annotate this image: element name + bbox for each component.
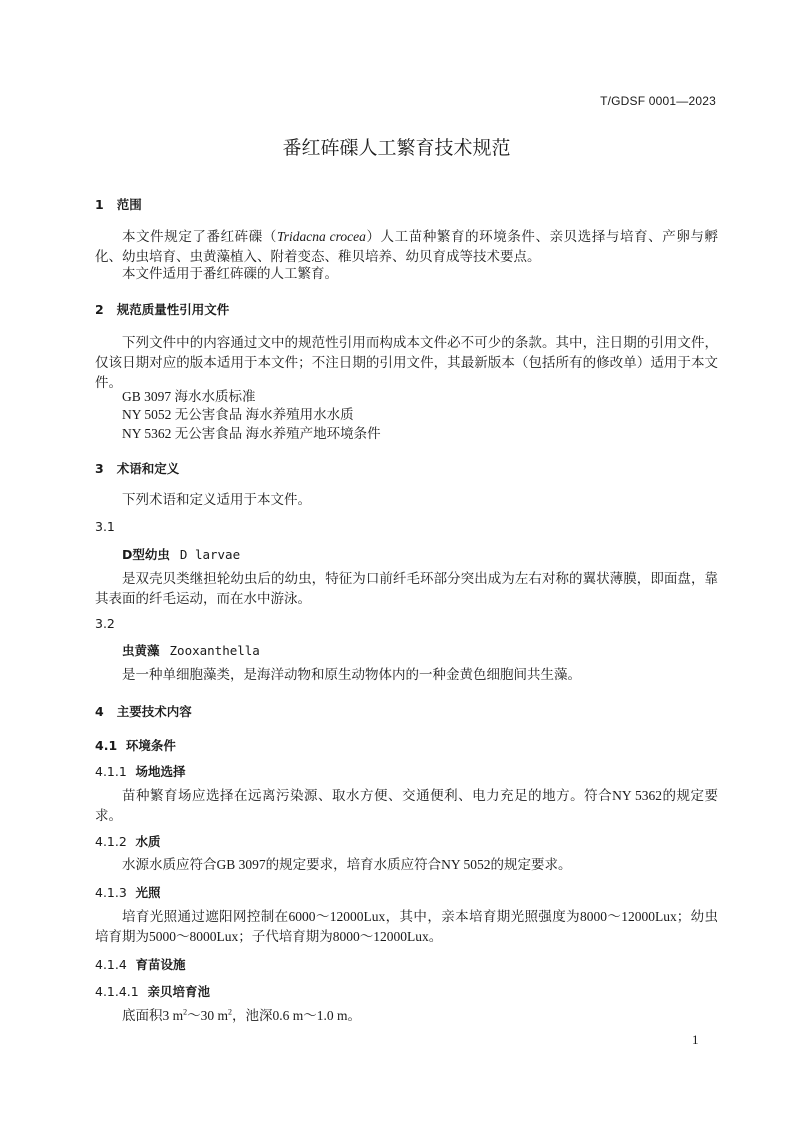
subsection-4-1-1-heading: 4.1.1 场地选择 [95, 764, 186, 779]
term-name: 虫黄藻 Zooxanthella [122, 643, 260, 658]
subsection-4-1-4-1-heading: 4.1.4.1 亲贝培育池 [95, 984, 210, 999]
term-number: 3.1 [95, 519, 115, 534]
reference-item: NY 5362 无公害食品 海水养殖产地环境条件 [122, 426, 381, 441]
section-4-heading: 4 主要技术内容 [95, 704, 192, 719]
page-number: 1 [692, 1032, 699, 1047]
subsection-4-1-4-heading: 4.1.4 育苗设施 [95, 957, 186, 972]
subsection-4-1-3-heading: 4.1.3 光照 [95, 885, 161, 900]
section-2-heading: 2 规范质量性引用文件 [95, 302, 230, 317]
reference-item: GB 3097 海水水质标准 [122, 389, 256, 404]
document-title: 番红砗磲人工繁育技术规范 [282, 137, 511, 159]
standard-code: T/GDSF 0001—2023 [600, 94, 716, 108]
subsection-4-1-3-text: 培育光照通过遮阳网控制在6000～12000Lux，其中，亲本培育期光照强度为8000～12000Lux；幼虫培育期为5000～8000Lux；子代培育期为8000～12000Lux。 [95, 909, 718, 944]
term-name: D型幼虫 D larvae [122, 547, 241, 562]
section-1-paragraph-2: 本文件适用于番红砗磲的人工繁育。 [122, 266, 338, 281]
subsection-4-1-2-text: 水源水质应符合GB 3097的规定要求，培育水质应符合NY 5052的规定要求。 [122, 857, 572, 872]
term-definition: 是一种单细胞藻类，是海洋动物和原生动物体内的一种金黄色细胞间共生藻。 [122, 667, 581, 682]
section-3-heading: 3 术语和定义 [95, 461, 180, 476]
section-1-heading [95, 195, 142, 213]
section-title: 范围 [116, 197, 142, 212]
subsection-4-1-4-1-text: 底面积3 $m^2\sim 30$ $m^2$，池深0.6 m～1.0 m。 [122, 1007, 362, 1023]
term-definition: 是双壳贝类继担轮幼虫后的幼虫，特征为口前纤毛环部分突出成为左右对称的翼状薄膜，即面盘，靠其表面的纤毛运动，而在水中游泳。 [95, 571, 718, 606]
section-2-paragraph: 下列文件中的内容通过文中的规范性引用而构成本文件必不可少的条款。其中，注日期的引用文件，仅该日期对应的版本适用于本文件；不注日期的引用文件，其最新版本（包括所有的修改单）适用于本文件。 [95, 335, 718, 390]
subsection-4-1-heading: 4.1 环境条件 [95, 738, 176, 753]
subsection-4-1-1-text: 苗种繁育场应选择在远离污染源、取水方便、交通便利、电力充足的地方。符合NY 5362的规定要求。 [95, 788, 718, 823]
subsection-4-1-2-heading: 4.1.2 水质 [95, 834, 161, 849]
reference-item: NY 5052 无公害食品 海水养殖用水水质 [122, 407, 354, 422]
term-number: 3.2 [95, 616, 115, 631]
latin-name: Tridacna crocea [276, 229, 366, 244]
section-1-paragraph-1: 本文件规定了番红砗磲（Tridacna crocea）人工苗种繁育的环境条件、亲贝选择与培育、产卵与孵化、幼虫培育、虫黄藻植入、附着变态、稚贝培养、幼贝育成等技术要点。 [95, 229, 719, 264]
section-3-paragraph: 下列术语和定义适用于本文件。 [122, 492, 311, 507]
section-number: 1 [95, 197, 104, 212]
